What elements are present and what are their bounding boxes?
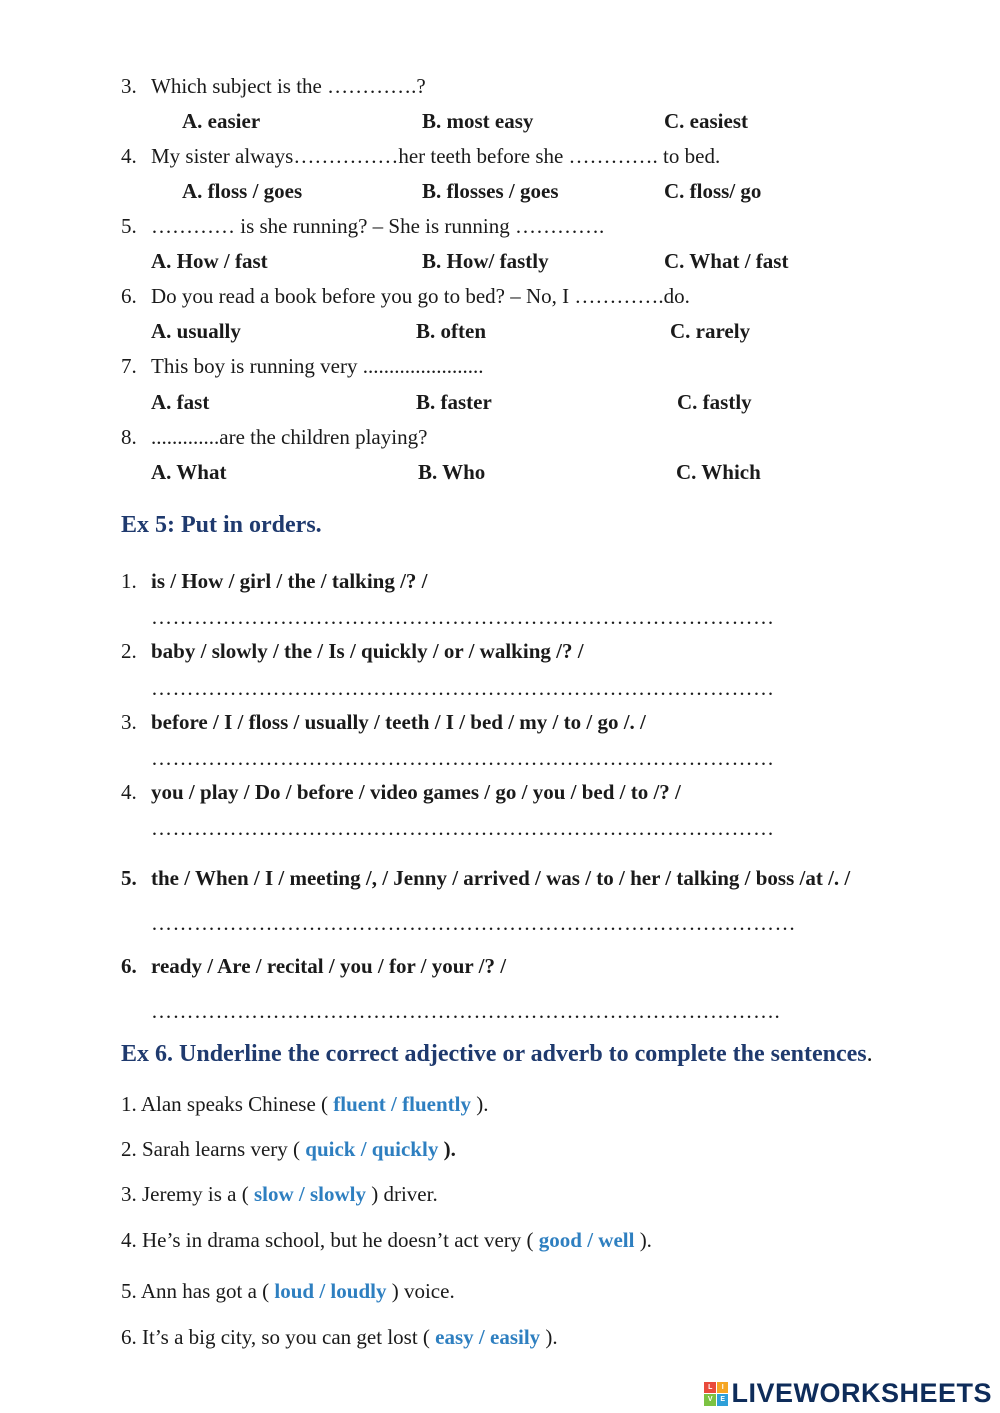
ex5-answer-line[interactable]: ……………………………………………………………………………: [151, 676, 775, 700]
sentence-end: ).: [540, 1325, 558, 1349]
question-number: 3.: [121, 74, 137, 98]
question-text: Which subject is the ………….?: [151, 74, 426, 98]
logo-badge-icon: [704, 1382, 728, 1406]
option-a[interactable]: A. usually: [151, 319, 241, 343]
option-a[interactable]: A. What: [151, 460, 227, 484]
option-c[interactable]: C. easiest: [664, 109, 748, 133]
question-number: 6.: [121, 284, 137, 308]
ex5-scrambled-words: you / play / Do / before / video games / go / you / bed / to /? /: [151, 780, 681, 804]
option-a[interactable]: A. floss / goes: [182, 179, 303, 203]
question-number: 7.: [121, 354, 137, 378]
ex5-item-number: 4.: [121, 780, 137, 804]
exercise-6-title-text: Ex 6. Underline the correct adjective or adverb to complete the sentences: [121, 1041, 867, 1067]
ex5-item-number: 6.: [121, 954, 137, 978]
sentence-end: ).: [438, 1137, 456, 1161]
option-b[interactable]: B. most easy: [422, 109, 534, 133]
ex6-sentence: [121, 1325, 558, 1350]
exercise-6-title: [121, 1041, 873, 1068]
ex5-scrambled-words: baby / slowly / the / Is / quickly / or / walking /? /: [151, 639, 584, 663]
option-b[interactable]: B. faster: [416, 390, 492, 414]
ex5-item-number: 5.: [121, 866, 137, 890]
question-number: 4.: [121, 144, 137, 168]
option-a[interactable]: A. fast: [151, 390, 210, 414]
option-c[interactable]: C. What / fast: [664, 249, 789, 273]
question-text: This boy is running very .......................: [151, 354, 484, 378]
choice-options[interactable]: good / well: [538, 1228, 635, 1252]
choice-options[interactable]: quick / quickly: [305, 1137, 439, 1161]
sentence-end: ) voice.: [386, 1279, 455, 1303]
badge-letter: V: [704, 1394, 716, 1406]
question-text: My sister always……………her teeth before she …………. to bed.: [151, 144, 721, 168]
ex5-scrambled-words: ready / Are / recital / you / for / your /? /: [151, 954, 507, 978]
sentence-end: ).: [634, 1228, 652, 1252]
ex6-sentence: [121, 1228, 652, 1253]
sentence-start: 3. Jeremy is a (: [121, 1182, 254, 1206]
option-c[interactable]: C. rarely: [670, 319, 751, 343]
ex5-answer-line[interactable]: ……………………………………………………………………………: [151, 605, 775, 629]
choice-options[interactable]: loud / loudly: [274, 1279, 387, 1303]
sentence-start: 6. It’s a big city, so you can get lost (: [121, 1325, 436, 1349]
ex6-sentence: [121, 1279, 455, 1304]
choice-options[interactable]: easy / easily: [435, 1325, 541, 1349]
ex6-sentence: [121, 1182, 438, 1207]
option-c[interactable]: C. floss/ go: [664, 179, 762, 203]
ex5-item-number: 3.: [121, 710, 137, 734]
sentence-end: ).: [470, 1092, 489, 1116]
choice-options[interactable]: slow / slowly: [253, 1182, 366, 1206]
question-text: ………… is she running? – She is running ………….: [151, 214, 605, 238]
question-number: 8.: [121, 425, 137, 449]
exercise-6-title-period: .: [866, 1041, 873, 1067]
sentence-start: 2. Sarah learns very (: [121, 1137, 306, 1161]
choice-options[interactable]: fluent / fluently: [333, 1092, 471, 1116]
logo-text: LIVEWORKSHEETS: [731, 1378, 992, 1408]
sentence-start: 1. Alan speaks Chinese (: [121, 1092, 334, 1116]
exercise-5-title: Ex 5: Put in orders.: [121, 512, 322, 538]
ex5-scrambled-words: is / How / girl / the / talking /? /: [151, 569, 428, 593]
sentence-end: ) driver.: [365, 1182, 438, 1206]
ex6-sentence: [121, 1137, 456, 1162]
sentence-start: 4. He’s in drama school, but he doesn’t act very (: [121, 1228, 539, 1252]
option-b[interactable]: B. Who: [418, 460, 486, 484]
ex5-answer-line[interactable]: …………………………………………………………………………….: [151, 999, 781, 1023]
ex5-answer-line[interactable]: ……………………………………………………………………………: [151, 816, 775, 840]
badge-letter: L: [704, 1382, 716, 1394]
ex6-sentence: [121, 1092, 488, 1117]
ex5-item-number: 2.: [121, 639, 137, 663]
liveworksheets-logo[interactable]: [704, 1378, 992, 1409]
badge-letter: E: [717, 1394, 729, 1406]
option-c[interactable]: C. fastly: [677, 390, 752, 414]
option-a[interactable]: A. easier: [182, 109, 261, 133]
question-text: .............are the children playing?: [151, 425, 428, 449]
ex5-scrambled-words: the / When / I / meeting /, / Jenny / arrived / was / to / her / talking / boss /at /. /: [151, 866, 851, 890]
badge-letter: I: [717, 1382, 729, 1394]
sentence-start: 5. Ann has got a (: [121, 1279, 275, 1303]
option-a[interactable]: A. How / fast: [151, 249, 268, 273]
question-number: 5.: [121, 214, 137, 238]
option-b[interactable]: B. How/ fastly: [422, 249, 549, 273]
ex5-answer-line[interactable]: ……………………………………………………………………………: [151, 746, 775, 770]
option-c[interactable]: C. Which: [676, 460, 761, 484]
ex5-scrambled-words: before / I / floss / usually / teeth / I / bed / my / to / go /. /: [151, 710, 646, 734]
ex5-item-number: 1.: [121, 569, 137, 593]
option-b[interactable]: B. often: [416, 319, 486, 343]
option-b[interactable]: B. flosses / goes: [422, 179, 559, 203]
ex5-answer-line[interactable]: ………………………………………………………………………………: [151, 911, 796, 935]
question-text: Do you read a book before you go to bed? – No, I ………….do.: [151, 284, 690, 308]
